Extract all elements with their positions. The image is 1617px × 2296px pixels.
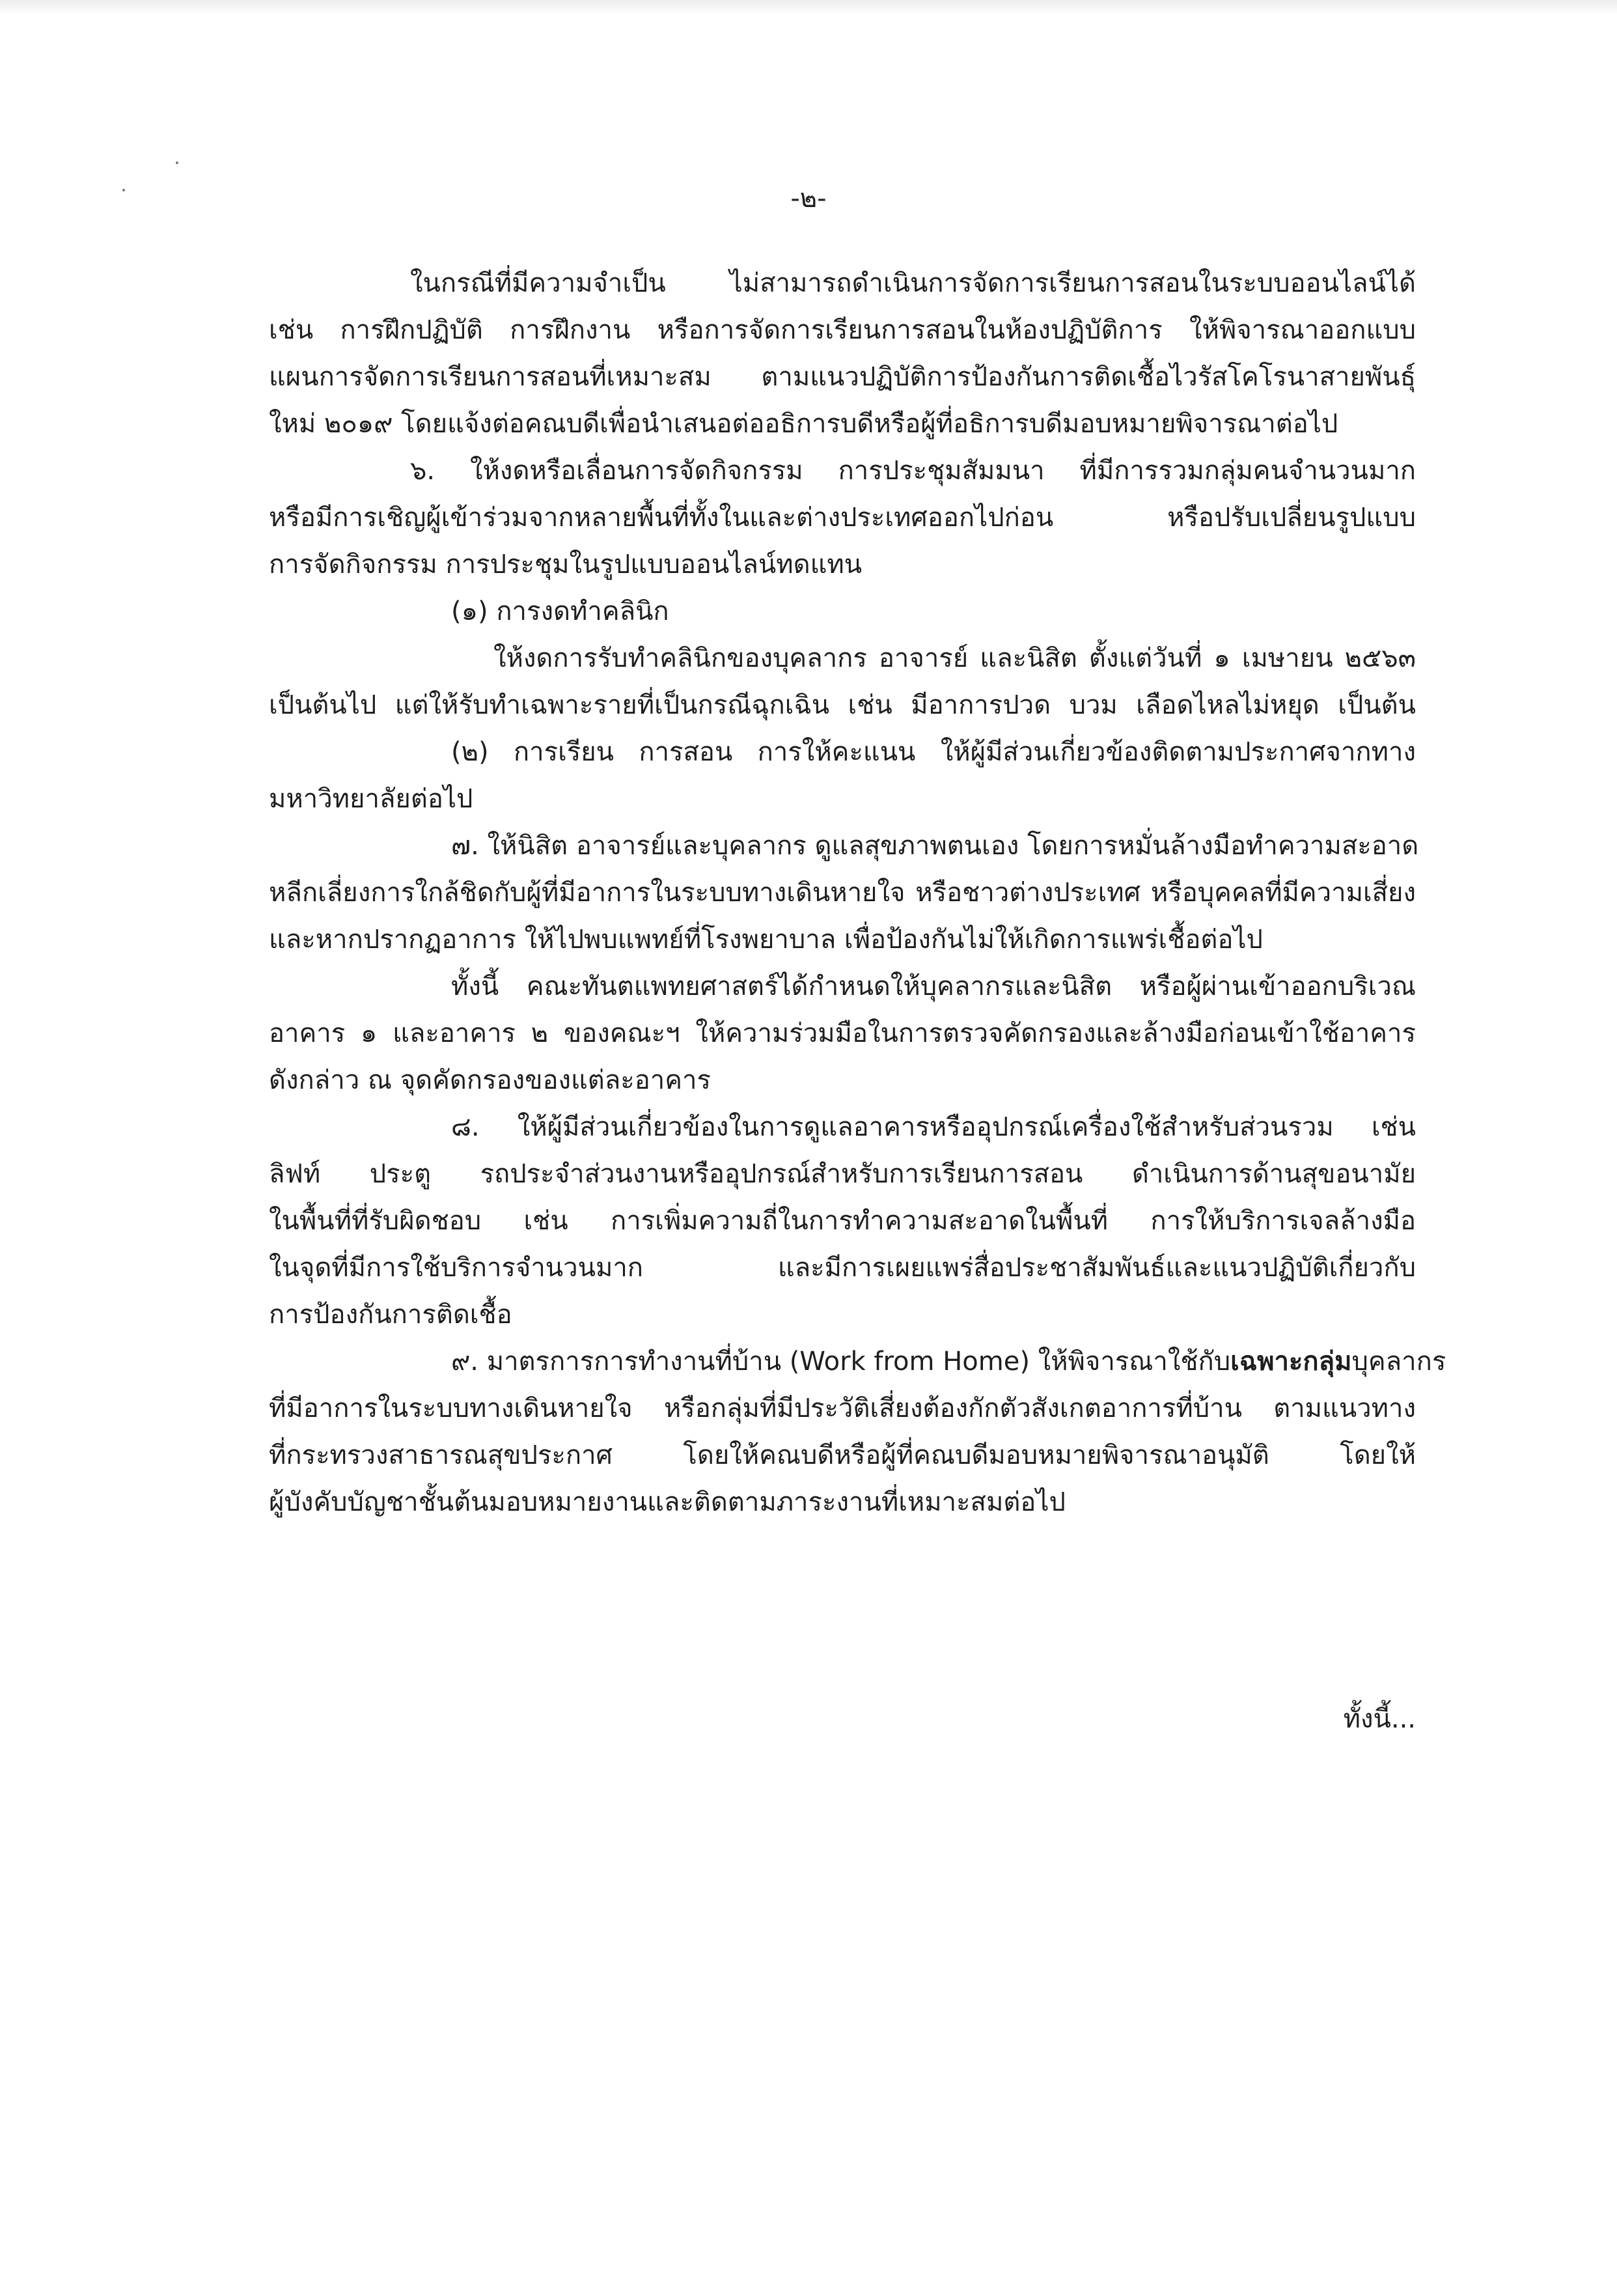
item-7-line: หลีกเลี่ยงการใกล้ชิดกับผู้ที่มีอาการในระบบทางเดินหายใจ หรือชาวต่างประเทศ หรือบุคคลที่มีความเสี่ยง [269,878,1416,908]
item-6-line: การจัดกิจกรรม การประชุมในรูปแบบออนไลน์ทดแทน [269,550,863,580]
item-7-line: ทั้งนี้ คณะทันตแพทยศาสตร์ได้กำหนดให้บุคลากรและนิสิต หรือผู้ผ่านเข้าออกบริเวณ [451,972,1416,1001]
emphasis-text: เฉพาะกลุ่ม [1230,1347,1352,1377]
item-6-line: ๖. ให้งดหรือเลื่อนการจัดกิจกรรม การประชุมสัมมนา ที่มีการรวมกลุ่มคนจำนวนมาก [410,456,1416,486]
subitem-line: ให้งดการรับทำคลินิกของบุคลากร อาจารย์ และนิสิต ตั้งแต่วันที่ ๑ เมษายน ๒๕๖๓ [493,643,1416,673]
paragraph-line: ใหม่ ๒๐๑๙ โดยแจ้งต่อคณบดีเพื่อนำเสนอต่ออธิการบดีหรือผู้ที่อธิการบดีมอบหมายพิจารณาต่อไป [269,409,1338,439]
subitem-heading: (๑) การงดทำคลินิก [451,596,669,626]
subitem-line: (๒) การเรียน การสอน การให้คะแนน ให้ผู้มีส่วนเกี่ยวข้องติดตามประกาศจากทาง [451,737,1416,767]
item-9-text: บุคลากร [1351,1347,1446,1377]
item-6-line: หรือมีการเชิญผู้เข้าร่วมจากหลายพื้นที่ทั้งในและต่างประเทศออกไปก่อน หรือปรับเปลี่ยนรูปแบบ [269,503,1416,533]
item-8-line: การป้องกันการติดเชื้อ [269,1300,512,1330]
item-7-line: ๗. ให้นิสิต อาจารย์และบุคลากร ดูแลสุขภาพตนเอง โดยการหมั่นล้างมือทำความสะอาด [451,831,1419,861]
page-number: -๒- [790,184,827,214]
item-9-line: ผู้บังคับบัญชาชั้นต้นมอบหมายงานและติดตามภาระงานที่เหมาะสมต่อไป [269,1487,1066,1517]
item-9-line: ที่กระทรวงสาธารณสุขประกาศ โดยให้คณบดีหรือผู้ที่คณบดีมอบหมายพิจารณาอนุมัติ โดยให้ [269,1440,1416,1470]
subitem-line: เป็นต้นไป แต่ให้รับทำเฉพาะรายที่เป็นกรณีฉุกเฉิน เช่น มีอาการปวด บวม เลือดไหลไม่หยุด เป็นต้น [269,690,1416,720]
item-8-line: ลิฟท์ ประตู รถประจำส่วนงานหรืออุปกรณ์สำหรับการเรียนการสอน ดำเนินการด้านสุขอนามัย [269,1159,1416,1189]
continuation-marker: ทั้งนี้... [1343,1704,1416,1734]
item-9-text: ๙. มาตรการการทำงานที่บ้าน (Work from Home) ให้พิจารณาใช้กับ [451,1347,1231,1377]
item-7-line: ดังกล่าว ณ จุดคัดกรองของแต่ละอาคาร [269,1065,711,1095]
paragraph-line: แผนการจัดการเรียนการสอนที่เหมาะสม ตามแนวปฏิบัติการป้องกันการติดเชื้อไวรัสโคโรนาสายพันธุ์ [269,362,1416,392]
item-8-line: ในพื้นที่ที่รับผิดชอบ เช่น การเพิ่มความถี่ในการทำความสะอาดในพื้นที่ การให้บริการเจลล้างมือ [269,1206,1416,1236]
subitem-line: มหาวิทยาลัยต่อไป [269,784,473,814]
item-9-line: ที่มีอาการในระบบทางเดินหายใจ หรือกลุ่มที่มีประวัติเสี่ยงต้องกักตัวสังเกตอาการที่บ้าน ตามแนวทาง [269,1393,1416,1423]
scan-edge-shadow [0,0,1617,14]
item-7-line: อาคาร ๑ และอาคาร ๒ ของคณะฯ ให้ความร่วมมือในการตรวจคัดกรองและล้างมือก่อนเข้าใช้อาคาร [269,1018,1416,1048]
paragraph-line: เช่น การฝึกปฏิบัติ การฝึกงาน หรือการจัดการเรียนการสอนในห้องปฏิบัติการ ให้พิจารณาออกแบบ [269,315,1416,345]
item-8-line: ในจุดที่มีการใช้บริการจำนวนมาก และมีการเผยแพร่สื่อประชาสัมพันธ์และแนวปฏิบัติเกี่ยวกับ [269,1253,1416,1283]
item-9-line [451,1342,1446,1384]
scan-speck [176,161,178,164]
paragraph-line: ในกรณีที่มีความจำเป็น ไม่สามารถดำเนินการจัดการเรียนการสอนในระบบออนไลน์ได้ [410,268,1416,298]
item-8-line: ๘. ให้ผู้มีส่วนเกี่ยวข้องในการดูแลอาคารหรืออุปกรณ์เครื่องใช้สำหรับส่วนรวม เช่น [451,1112,1416,1142]
item-7-line: และหากปรากฏอาการ ให้ไปพบแพทย์ที่โรงพยาบาล เพื่อป้องกันไม่ให้เกิดการแพร่เชื้อต่อไป [269,925,1263,955]
